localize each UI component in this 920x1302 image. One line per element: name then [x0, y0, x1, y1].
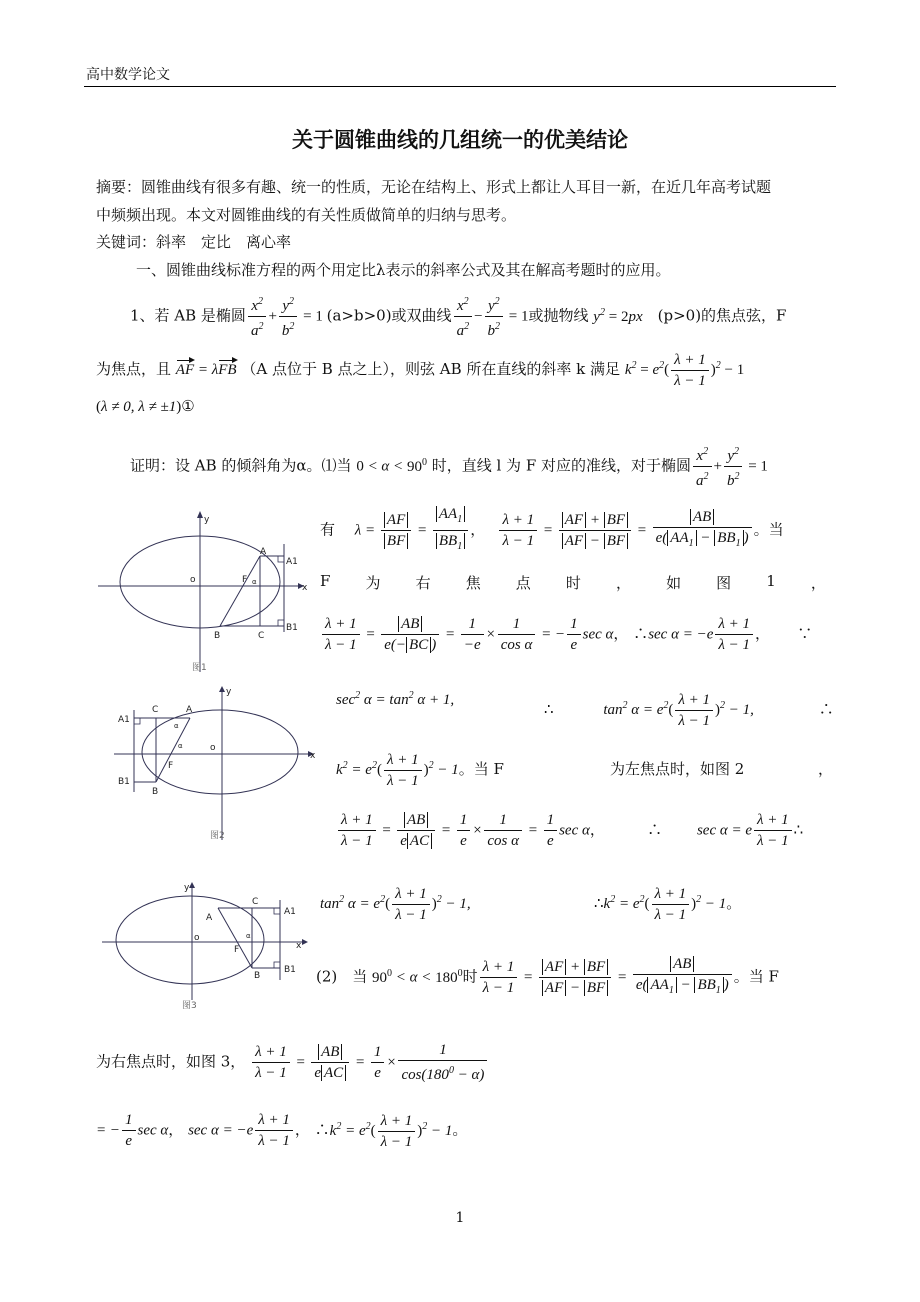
- hyperbola-y-term: $\frac{y^2}{b^2}$: [485, 292, 504, 341]
- word-comma: ，: [615, 574, 631, 592]
- fig2-label-y: y: [226, 687, 232, 697]
- proof-text-a: 证明：设 AB 的倾斜角为α。⑴当: [130, 456, 352, 475]
- fig2-label-o: o: [210, 743, 216, 753]
- fig1-label-B: B: [214, 631, 221, 641]
- text-dang-1: 。当: [753, 520, 784, 539]
- word-wei: 为: [365, 574, 381, 592]
- fig3-label-y: y: [184, 883, 190, 893]
- text-left-focus: 为左焦点时，如图 2: [610, 760, 745, 778]
- fig1-label-x: x: [302, 583, 308, 593]
- ellipse-y-term-2: $\frac{y^2}{b^2}$: [724, 442, 743, 491]
- period-1: 。: [726, 893, 742, 912]
- eq-case-2: (2) 当 $90^0 < \alpha < 180^0$时 $\frac{\lambda + 1}{\lambda - 1}$ = $\frac{AF + BF}{AF - BF}$ = $\frac{AB}{e( AA_1 - BB_1 )}$ 。当 F: [316, 956, 779, 996]
- abstract-line-1: 摘要：圆锥曲线有很多有趣、统一的性质，无论在结构上、形式上都让人耳目一新，在近几年高考试题: [96, 178, 772, 196]
- eq-sec-tan: $\sec^2 \alpha = \tan^2 \alpha + 1$,: [336, 690, 455, 708]
- word-jiao: 焦: [465, 574, 481, 592]
- text-comma-fig2: ，: [818, 760, 834, 778]
- fig2-label-alpha-2: α: [178, 742, 183, 750]
- word-shi: 时: [565, 574, 581, 592]
- eq-fig3-derivation: 为右焦点时，如图 3， $\frac{\lambda + 1}{\lambda - 1}$ = $\frac{AB}{\text{e AC}}$ = $\frac{1}{e}$ × $\frac{1}{\cos(180^0 - \alpha)}$: [96, 1040, 489, 1085]
- lambda-condition: (λ ≠ 0, λ ≠ ±1): [96, 399, 182, 415]
- fig2-label-C: C: [152, 705, 159, 715]
- fig2-label-B: B: [152, 787, 159, 797]
- fig2-caption: 图2: [210, 831, 225, 841]
- word-ru: 如: [666, 574, 682, 592]
- keywords: 关键词：斜率 定比 离心率: [96, 233, 292, 251]
- text-case-2: (2) 当: [316, 967, 368, 986]
- text-shi: 时: [462, 967, 478, 986]
- paper-title: 关于圆锥曲线的几组统一的优美结论: [292, 127, 628, 152]
- because-1: ∵: [797, 624, 813, 643]
- word-f: F: [320, 572, 331, 590]
- fig3-label-A: A: [206, 913, 213, 923]
- text-you: 有: [320, 520, 336, 539]
- fig3-label-B1: B1: [284, 965, 296, 975]
- fig1-label-o: o: [190, 575, 196, 585]
- para-1-text-e: 为焦点，且: [96, 359, 172, 378]
- fig2-label-B1: B1: [118, 777, 130, 787]
- ellipse-x-term-2: $\frac{x^2}{a^2}$: [693, 442, 712, 491]
- period-2: 。: [452, 1120, 468, 1139]
- proof-line-1: 证明：设 AB 的倾斜角为α。⑴当 $0 < \alpha < 90^0$ 时，直线 l 为 F 对应的准线，对于椭圆 $\frac{x^2}{a^2}$ + $\frac{y^2}{b^2}$ = 1: [130, 442, 768, 491]
- section-heading-1: 一、圆锥曲线标准方程的两个用定比λ表示的斜率公式及其在解高考题时的应用。: [136, 261, 671, 279]
- eq-final: = − $\frac{1}{e}$ sec α， sec α = −e $\frac{\lambda + 1}{\lambda - 1}$ ， $\therefore k^2 = e^2$( $\frac{\lambda + 1}{\lambda - 1}$ )$^2$ − 1。: [96, 1112, 468, 1150]
- para-1-text-d: (p>0)的焦点弦，F: [657, 306, 787, 325]
- fig1-label-C: C: [258, 631, 265, 641]
- hyperbola-x-term: $\frac{x^2}{a^2}$: [454, 292, 473, 341]
- therefore-6: ∴: [594, 893, 604, 912]
- fig1-label-A1: A1: [286, 557, 298, 567]
- para-1-line-3: [96, 397, 195, 416]
- fig3-label-x: x: [296, 941, 302, 951]
- page-number: 1: [455, 1210, 465, 1226]
- proof-text-b: 时，直线 l 为 F 对应的准线，对于椭圆: [431, 456, 691, 475]
- fig3-label-C: C: [252, 897, 259, 907]
- therefore-2: ∴: [544, 699, 554, 718]
- fig3-label-alpha: α: [246, 932, 251, 940]
- text-dang-f: 。当 F: [458, 759, 504, 778]
- fig3-label-B: B: [254, 971, 261, 981]
- fig3-label-F: F: [234, 945, 240, 955]
- eq-tan-result: ∴ $\tan^2 \alpha = e^2$( $\frac{\lambda + 1}{\lambda - 1}$ )$^2$ − 1, ∴: [544, 692, 834, 729]
- fig3-label-o: o: [194, 933, 200, 943]
- para-1-line-2: [96, 350, 744, 391]
- text-right-focus-3: 为右焦点时，如图 3，: [96, 1052, 246, 1071]
- fig2-label-alpha-1: α: [174, 722, 179, 730]
- abstract-line-2: 中频频出现。本文对圆锥曲线的有关性质做简单的归纳与思考。: [96, 206, 517, 224]
- word-dian: 点: [515, 574, 531, 592]
- fig1-label-A: A: [260, 547, 267, 557]
- para-1-line-1: 1、若 AB 是椭圆 $\frac{x^2}{a^2}$ + $\frac{y^2}{b^2}$ = 1 (a>b>0)或双曲线 $\frac{x^2}{a^2}$ − $\frac{y^2}{b^2}$ = 1或抛物线 $y^2 = 2px$ (p>0)的焦点弦，F: [130, 292, 786, 341]
- fig1-label-B1: B1: [286, 623, 298, 633]
- therefore-7: ∴: [314, 1120, 330, 1139]
- figure-3: [98, 880, 322, 1016]
- fig2-label-A1: A1: [118, 715, 130, 725]
- eq-fig1-derivation: $\frac{\lambda + 1}{\lambda - 1}$ = $\frac{AB}{e(- BC )}$ = $\frac{1}{-e}$ × $\frac{1}{\text{cos α}}$ = − $\frac{1}{e}$ sec α， ∴sec α = −e $\frac{\lambda + 1}{\lambda - 1}$ ， ∵: [320, 614, 812, 655]
- vector-relation: AF = λFB: [175, 361, 237, 378]
- para-1-text-b: (a>b>0)或双曲线: [326, 306, 452, 325]
- eq-tan-result-2: $\tan^2 \alpha = e^2$( $\frac{\lambda + 1}{\lambda - 1}$ )$^2$ − 1,: [320, 886, 471, 923]
- text-dang-f-2: 。当 F: [733, 967, 779, 986]
- word-you: 右: [415, 574, 431, 592]
- fig2-label-A: A: [186, 705, 193, 715]
- fig3-caption: 图3: [182, 1001, 197, 1011]
- eq-lambda-def: 有 λ = $\frac{AF}{BF}$ = $\frac{AA_1}{BB_1}$ ， $\frac{\lambda + 1}{\lambda - 1}$ = $\frac{AF + BF}{AF - BF}$ = $\frac{AB}{e( AA_1 - BB_1 )}$ 。当: [320, 506, 784, 552]
- angle-range-1: $0 < \alpha < 90^0$: [356, 456, 427, 475]
- header-rule: [84, 86, 836, 87]
- word-tu: 图: [716, 574, 732, 592]
- para-1-text-f: （A 点位于 B 点之上），则弦 AB 所在直线的斜率 k 满足: [241, 359, 621, 378]
- therefore-3: ∴: [818, 699, 834, 718]
- figure-1: [92, 508, 314, 678]
- para-1-text-c: 或抛物线: [528, 306, 589, 325]
- word-1: 1: [766, 572, 776, 590]
- running-header: 高中数学论文: [86, 67, 170, 83]
- equation-marker-1: ①: [181, 397, 195, 415]
- para-1-text-a: 1、若 AB 是椭圆: [130, 306, 246, 325]
- fig2-label-x: x: [310, 751, 316, 761]
- fig1-label-F: F: [242, 575, 248, 585]
- ellipse-x-term: $\frac{x^2}{a^2}$: [248, 292, 267, 341]
- fig1-text-row: [320, 572, 826, 593]
- fig1-label-y: y: [204, 515, 210, 525]
- fig2-label-F: F: [168, 761, 174, 771]
- figure-2: [112, 684, 322, 844]
- therefore-1: ∴: [633, 624, 649, 643]
- eq-k-result-1: $k^2 = e^2$( $\frac{\lambda + 1}{\lambda - 1}$ )$^2$ − 1。当 F: [336, 752, 504, 789]
- parabola-equation: $y^2 = 2px$: [593, 306, 643, 325]
- ellipse-y-term: $\frac{y^2}{b^2}$: [279, 292, 298, 341]
- eq-k-result-2: $\therefore k^2 = e^2$( $\frac{\lambda + 1}{\lambda - 1}$ )$^2$ − 1。: [594, 886, 742, 923]
- fig3-label-A1: A1: [284, 907, 296, 917]
- fig1-caption: 图1: [192, 663, 207, 673]
- therefore-5: ∴: [793, 820, 804, 839]
- fig1-label-alpha: α: [252, 578, 257, 586]
- eq-fig2-derivation: $\frac{\lambda + 1}{\lambda - 1}$ = $\frac{AB}{\text{e AC}}$ = $\frac{1}{e}$ × $\frac{1}{\text{cos α}}$ = $\frac{1}{e}$ sec α， ∴ sec α = e $\frac{\lambda + 1}{\lambda - 1}$ ∴: [336, 810, 803, 851]
- word-comma-2: ，: [810, 574, 826, 592]
- slope-formula: $k^2 = e^2$( $\frac{\lambda + 1}{\lambda - 1}$ )$^2$ − 1: [624, 352, 745, 389]
- therefore-4: ∴: [647, 820, 663, 839]
